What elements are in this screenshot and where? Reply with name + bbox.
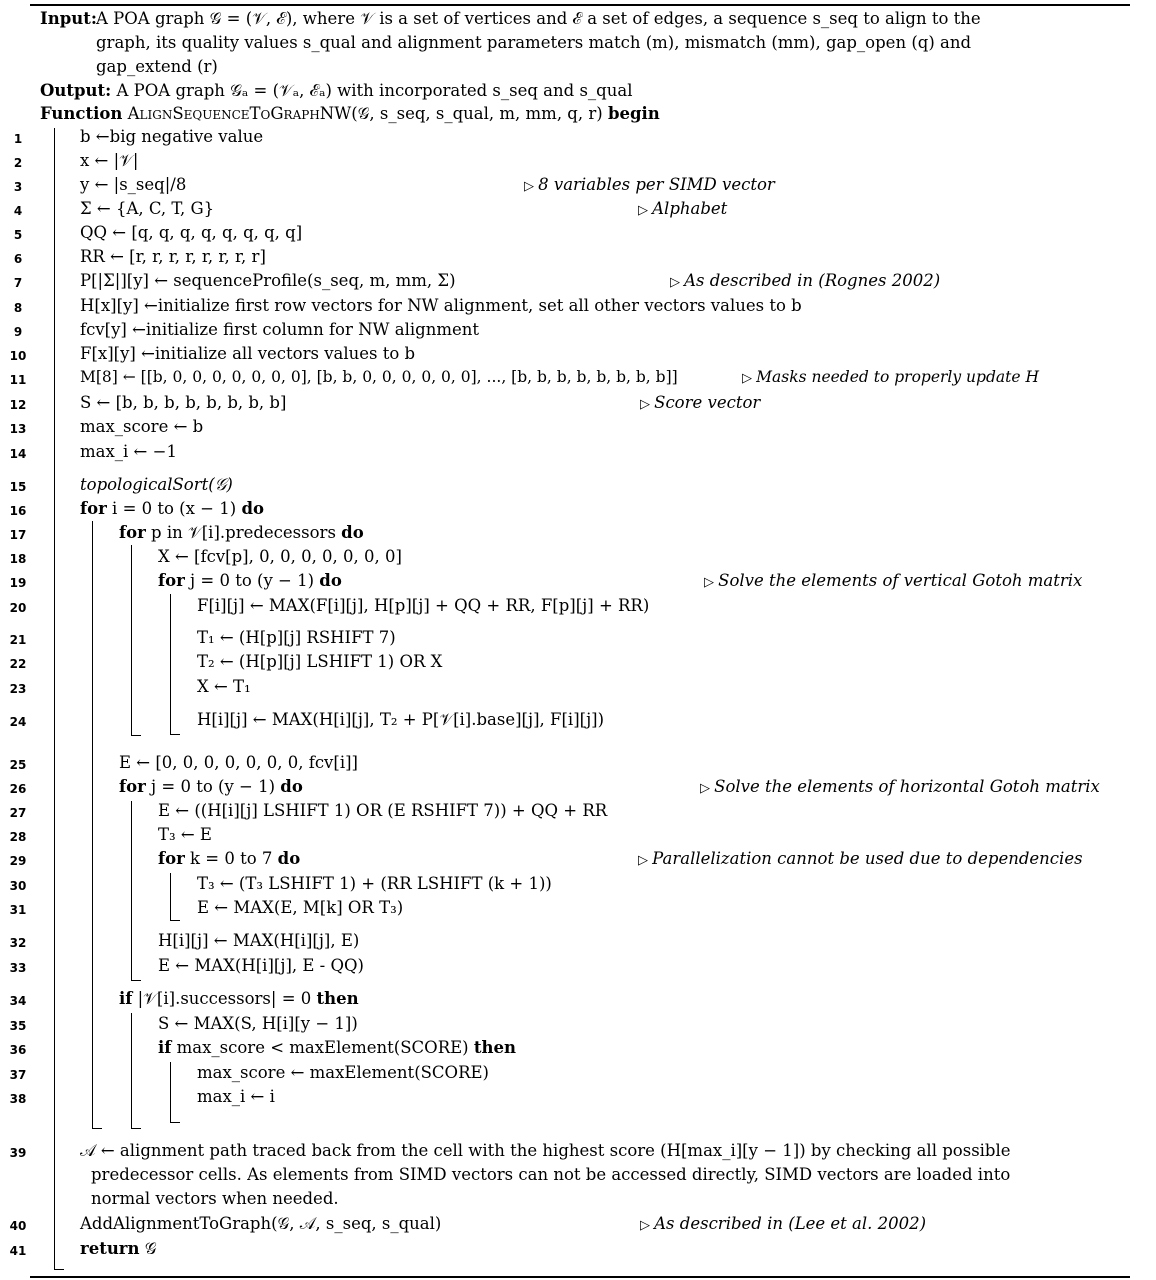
comment: ▷ Alphabet bbox=[638, 199, 727, 218]
input-text-line-3: gap_extend (r) bbox=[96, 57, 218, 76]
begin-keyword: begin bbox=[607, 104, 660, 123]
algo-line: 4 Σ ← {A, C, T, G} ▷ Alphabet bbox=[0, 198, 1156, 222]
comment: ▷ As described in (Lee et al. 2002) bbox=[640, 1214, 926, 1233]
algo-line-continuation: normal vectors when needed. bbox=[91, 1189, 339, 1208]
algo-line: 10 F[x][y] ←initialize all vectors values to b bbox=[9, 344, 416, 363]
algo-line: 29 for k = 0 to 7 do ▷ Parallelization cannot be used due to dependencies bbox=[0, 848, 1156, 872]
algo-line: 39 𝒜 ← alignment path traced back from the cell with the highest score (H[max_i][y − 1]) by checking all possible bbox=[9, 1141, 1011, 1160]
algo-line: 27 E ← ((H[i][j] LSHIFT 1) OR (E RSHIFT 7)) + QQ + RR bbox=[9, 801, 608, 820]
algo-line: 12 S ← [b, b, b, b, b, b, b, b] ▷ Score vector bbox=[0, 392, 1156, 416]
function-bar-end bbox=[54, 1269, 64, 1270]
output-block bbox=[40, 81, 632, 101]
algo-line: 22 T₂ ← (H[p][j] LSHIFT 1) OR X bbox=[9, 652, 443, 671]
function-name: AlignSequenceToGraphNW bbox=[127, 104, 352, 123]
comment: ▷ 8 variables per SIMD vector bbox=[524, 175, 775, 194]
input-text-line-1: A POA graph 𝒢 = (𝒱, ℰ), where 𝒱 is a set of vertices and ℰ a set of edges, a sequence s_seq to align to the bbox=[96, 9, 981, 28]
algo-line: 26 for j = 0 to (y − 1) do ▷ Solve the elements of horizontal Gotoh matrix bbox=[0, 776, 1156, 800]
comment: ▷ Solve the elements of horizontal Gotoh matrix bbox=[700, 777, 1100, 796]
algo-line: 5 QQ ← [q, q, q, q, q, q, q, q] bbox=[13, 223, 303, 242]
algo-line: 8 H[x][y] ←initialize first row vectors for NW alignment, set all other vectors values to b bbox=[13, 296, 802, 315]
for-p-bar-end bbox=[131, 735, 141, 736]
algo-line: 34 if |𝒱[i].successors| = 0 then bbox=[9, 989, 359, 1008]
algo-line: 23 X ← T₁ bbox=[9, 677, 251, 696]
algo-line: 40 AddAlignmentToGraph(𝒢, 𝒜, s_seq, s_qual) ▷ As described in (Lee et al. 2002) bbox=[0, 1213, 1156, 1237]
algo-line: 38 max_i ← i bbox=[9, 1087, 275, 1106]
algo-line: 33 E ← MAX(H[i][j], E - QQ) bbox=[9, 956, 364, 975]
for-j-horizontal-bar-end bbox=[131, 980, 141, 981]
comment: ▷ Solve the elements of vertical Gotoh matrix bbox=[704, 571, 1082, 590]
algo-line: 20 F[i][j] ← MAX(F[i][j], H[p][j] + QQ + RR, F[p][j] + RR) bbox=[9, 596, 650, 615]
top-rule bbox=[30, 4, 1130, 6]
if-max-score-bar-end bbox=[170, 1122, 180, 1123]
algo-line-continuation: predecessor cells. As elements from SIMD vectors can not be accessed directly, SIMD vectors are loaded into bbox=[91, 1165, 1011, 1184]
algo-line: 35 S ← MAX(S, H[i][y − 1]) bbox=[9, 1014, 358, 1033]
algo-line: 16 for i = 0 to (x − 1) do bbox=[9, 499, 264, 518]
algo-line: 15 topologicalSort(𝒢) bbox=[9, 475, 233, 494]
comment: ▷ Score vector bbox=[640, 393, 760, 412]
for-i-bar-end bbox=[92, 1128, 102, 1129]
algo-line: 21 T₁ ← (H[p][j] RSHIFT 7) bbox=[9, 628, 396, 647]
comment: ▷ Parallelization cannot be used due to dependencies bbox=[638, 849, 1083, 868]
algo-line: 19 for j = 0 to (y − 1) do ▷ Solve the elements of vertical Gotoh matrix bbox=[0, 570, 1156, 594]
algo-line: 32 H[i][j] ← MAX(H[i][j], E) bbox=[9, 931, 360, 950]
function-signature bbox=[40, 104, 660, 124]
comment: ▷ As described in (Rognes 2002) bbox=[670, 271, 940, 290]
for-j-vertical-bar-end bbox=[170, 734, 180, 735]
algo-line: 7 P[|Σ|][y] ← sequenceProfile(s_seq, m, mm, Σ) ▷ As described in (Rognes 2002) bbox=[0, 270, 1156, 294]
function-args: (𝒢, s_seq, s_qual, m, mm, q, r) bbox=[351, 104, 603, 123]
algo-line: 2 x ← |𝒱| bbox=[13, 151, 139, 170]
algo-line: 3 y ← |s_seq|/8 ▷ 8 variables per SIMD vector bbox=[0, 174, 1156, 198]
algo-line: 11 M[8] ← [[b, 0, 0, 0, 0, 0, 0, 0], [b, b, 0, 0, 0, 0, 0, 0], ..., [b, b, b, b, b, b, b, b]] ▷ Masks needed to properly update H bbox=[0, 367, 1156, 391]
if-successors-bar-end bbox=[131, 1128, 141, 1129]
algo-line: 14 max_i ← −1 bbox=[9, 442, 177, 461]
algo-line: 36 if max_score < maxElement(SCORE) then bbox=[9, 1038, 516, 1057]
algo-line: 30 T₃ ← (T₃ LSHIFT 1) + (RR LSHIFT (k + 1)) bbox=[9, 874, 552, 893]
algo-line: 28 T₃ ← E bbox=[9, 825, 212, 844]
algo-line: 31 E ← MAX(E, M[k] OR T₃) bbox=[9, 898, 404, 917]
algo-line: 25 E ← [0, 0, 0, 0, 0, 0, 0, fcv[i]] bbox=[9, 753, 358, 772]
algo-line: 1 b ←big negative value bbox=[13, 127, 264, 146]
algo-line: 13 max_score ← b bbox=[9, 417, 204, 436]
bottom-rule bbox=[30, 1276, 1130, 1278]
input-text-line-2: graph, its quality values s_qual and alignment parameters match (m), mismatch (mm), gap_open (q) and bbox=[96, 33, 972, 52]
algo-line: 9 fcv[y] ←initialize first column for NW alignment bbox=[13, 320, 480, 339]
algo-line: 6 RR ← [r, r, r, r, r, r, r, r] bbox=[13, 247, 266, 266]
input-label-block bbox=[40, 9, 97, 29]
output-text: A POA graph 𝒢ₐ = (𝒱ₐ, ℰₐ) with incorporated s_seq and s_qual bbox=[116, 81, 633, 100]
algo-line: 37 max_score ← maxElement(SCORE) bbox=[9, 1063, 489, 1082]
comment: ▷ Masks needed to properly update H bbox=[742, 368, 1039, 386]
algo-line: 24 H[i][j] ← MAX(H[i][j], T₂ + P[𝒱[i].base][j], F[i][j]) bbox=[9, 710, 605, 729]
input-label: Input: bbox=[40, 9, 97, 28]
algo-line: 41 return 𝒢 bbox=[9, 1239, 157, 1258]
output-label: Output: bbox=[40, 81, 112, 100]
algo-line: 18 X ← [fcv[p], 0, 0, 0, 0, 0, 0, 0] bbox=[9, 547, 402, 566]
algo-line: 17 for p in 𝒱[i].predecessors do bbox=[9, 523, 364, 542]
function-keyword: Function bbox=[40, 104, 123, 123]
